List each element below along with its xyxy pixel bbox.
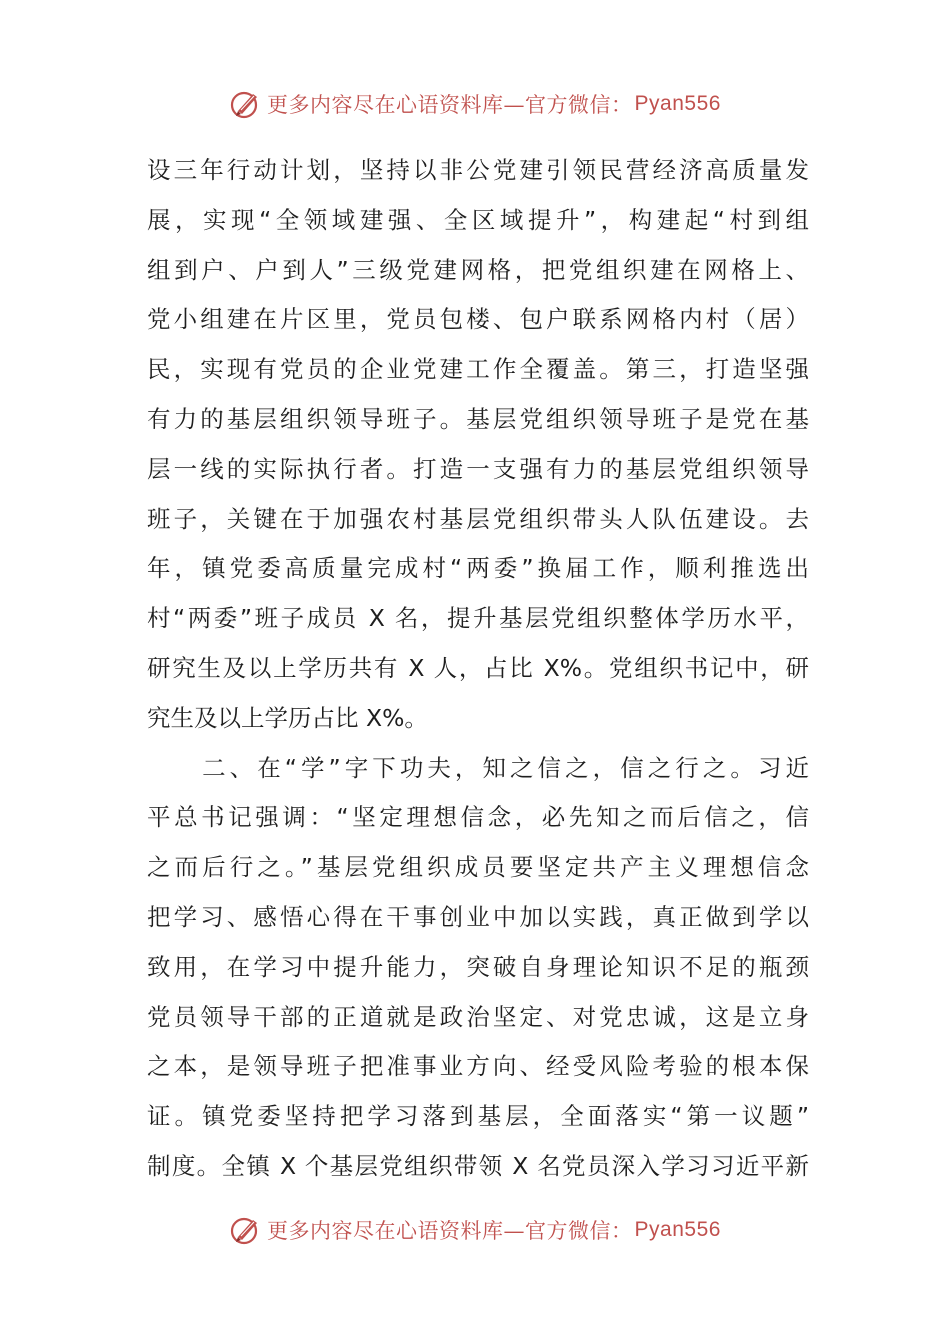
pen-nib-logo-icon (229, 87, 263, 121)
body-line: 层一线的实际执行者。打造一支强有力的基层党组织领导 (147, 454, 809, 483)
body-line: 制度。全镇 X 个基层党组织带领 X 名党员深入学习习近平新 (147, 1151, 809, 1180)
body-line: 展，实现“全领域建强、全区域提升”，构建起“村到组 (147, 205, 809, 234)
wechat-account: Pyan556 (634, 1218, 721, 1241)
body-line: 二、在“学”字下功夫，知之信之，信之行之。习近 (147, 753, 809, 782)
body-line: 班子，关键在于加强农村基层党组织带头人队伍建设。去 (147, 504, 809, 533)
body-line: 年，镇党委高质量完成村“两委”换届工作，顺利推选出 (147, 554, 809, 583)
body-line: 把学习、感悟心得在干事创业中加以实践，真正做到学以 (147, 902, 809, 931)
body-line: 致用，在学习中提升能力，突破自身理论知识不足的瓶颈 (147, 952, 809, 981)
body-line: 设三年行动计划，坚持以非公党建引领民营经济高质量发 (147, 156, 809, 184)
document-body (147, 146, 809, 1192)
body-line: 村“两委”班子成员 X 名，提升基层党组织整体学历水平， (147, 604, 809, 633)
body-line: 组到户、户到人”三级党建网格，把党组织建在网格上、 (147, 255, 809, 284)
watermark-text: 更多内容尽在心语资料库—官方微信： (267, 1219, 633, 1243)
header-watermark-banner (0, 84, 950, 124)
pen-nib-logo-icon (229, 1213, 263, 1247)
body-line: 证。镇党委坚持把学习落到基层，全面落实“第一议题” (147, 1102, 809, 1131)
body-line: 究生及以上学历占比 X%。 (147, 703, 428, 732)
body-line: 党员领导干部的正道就是政治坚定、对党忠诚，这是立身 (147, 1002, 809, 1031)
body-line: 平总书记强调：“坚定理想信念，必先知之而后信之，信 (147, 803, 809, 832)
body-line: 民，实现有党员的企业党建工作全覆盖。第三，打造坚强 (147, 355, 809, 384)
body-line: 之而后行之。”基层党组织成员要坚定共产主义理想信念 (147, 853, 809, 882)
wechat-account: Pyan556 (634, 92, 721, 115)
body-line: 之本，是领导班子把准事业方向、经受风险考验的根本保 (147, 1052, 809, 1081)
body-line: 党小组建在片区里，党员包楼、包户联系网格内村（居） (147, 305, 809, 334)
body-line: 有力的基层组织领导班子。基层党组织领导班子是党在基 (147, 404, 809, 433)
footer-watermark-banner (0, 1210, 950, 1250)
watermark-text: 更多内容尽在心语资料库—官方微信： (267, 93, 633, 117)
body-line: 研究生及以上学历共有 X 人，占比 X%。党组织书记中，研 (147, 653, 809, 682)
